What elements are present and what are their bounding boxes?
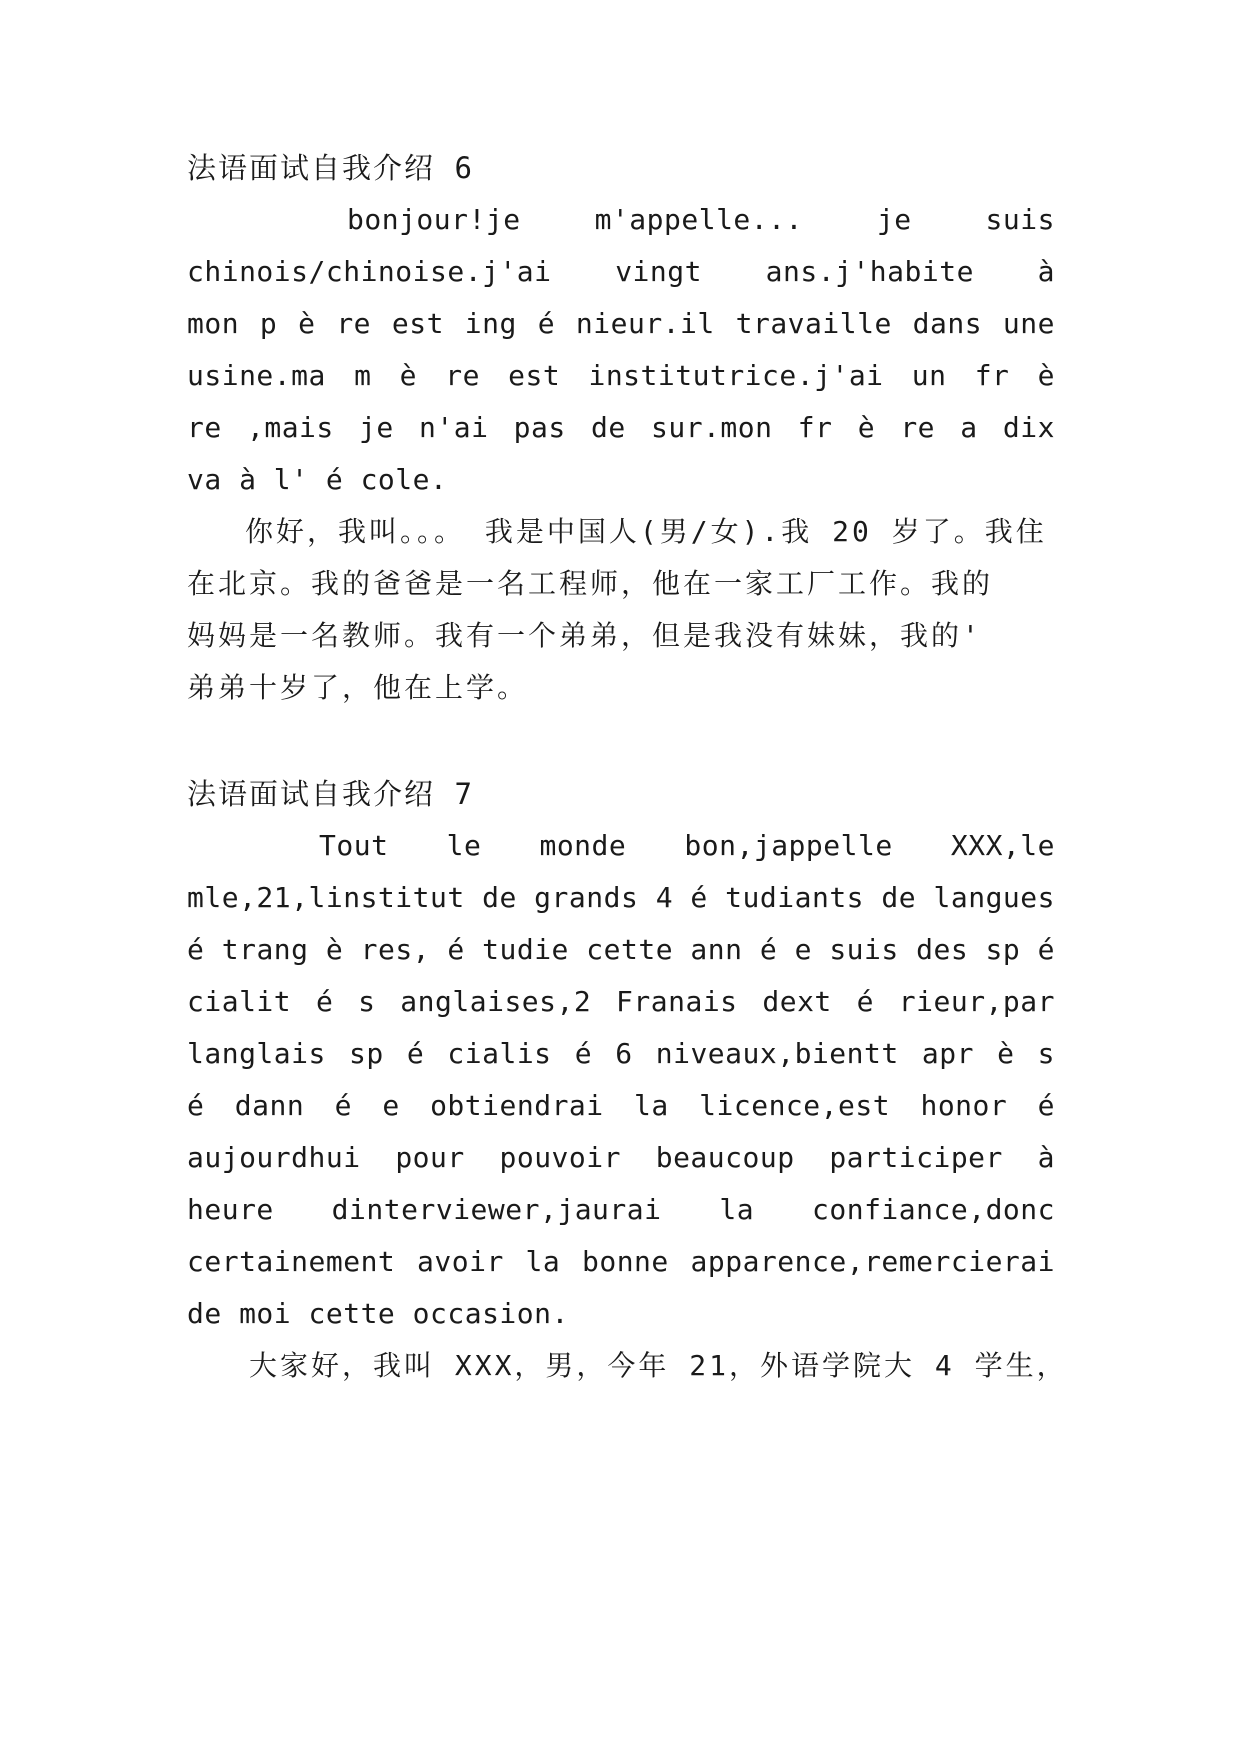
french-line: bonjour!je m'appelle... je suis (347, 203, 1055, 236)
document-page (187, 0, 1068, 1754)
french-line: langlais sp é cialis é 6 niveaux,bientt apr è s (187, 1037, 1055, 1070)
french-line: é trang è res, é tudie cette ann é e suis des sp é (187, 933, 1055, 966)
chinese-line: 在北京。我的爸爸是一名工程师，他在一家工厂工作。我的 (187, 567, 994, 600)
french-line: certainement avoir la bonne apparence,remercierai (187, 1245, 1055, 1278)
chinese-line: 大家好，我叫 XXX，男，今年 21，外语学院大 4 学生， (249, 1349, 1068, 1382)
chinese-line: 弟弟十岁了，他在上学。 (187, 671, 529, 704)
french-line: usine.ma m è re est institutrice.j'ai un fr è (187, 359, 1055, 392)
french-line: de moi cette occasion. (187, 1297, 569, 1330)
french-line: re ,mais je n'ai pas de sur.mon fr è re a dix (187, 411, 1055, 444)
french-line: mle,21,linstitut de grands 4 é tudiants de langues (187, 881, 1055, 914)
french-line: Tout le monde bon,jappelle XXX,le (319, 829, 1055, 862)
french-line: chinois/chinoise.j'ai vingt ans.j'habite à (187, 255, 1055, 288)
french-line: heure dinterviewer,jaurai la confiance,donc (187, 1193, 1055, 1226)
chinese-line: 妈妈是一名教师。我有一个弟弟，但是我没有妹妹，我的' (187, 619, 982, 652)
french-line: aujourdhui pour pouvoir beaucoup participer à (187, 1141, 1055, 1174)
section-heading-7: 法语面试自我介绍 7 (187, 777, 474, 811)
french-line: mon p è re est ing é nieur.il travaille dans une (187, 307, 1055, 340)
french-line: va à l' é cole. (187, 463, 448, 496)
chinese-line: 你好，我叫。。。 我是中国人(男/女).我 20 岁了。我住 (245, 515, 1047, 548)
french-line: cialit é s anglaises,2 Franais dext é rieur,par (187, 985, 1055, 1018)
section-heading-6: 法语面试自我介绍 6 (187, 151, 474, 185)
french-line: é dann é e obtiendrai la licence,est honor é (187, 1089, 1055, 1122)
